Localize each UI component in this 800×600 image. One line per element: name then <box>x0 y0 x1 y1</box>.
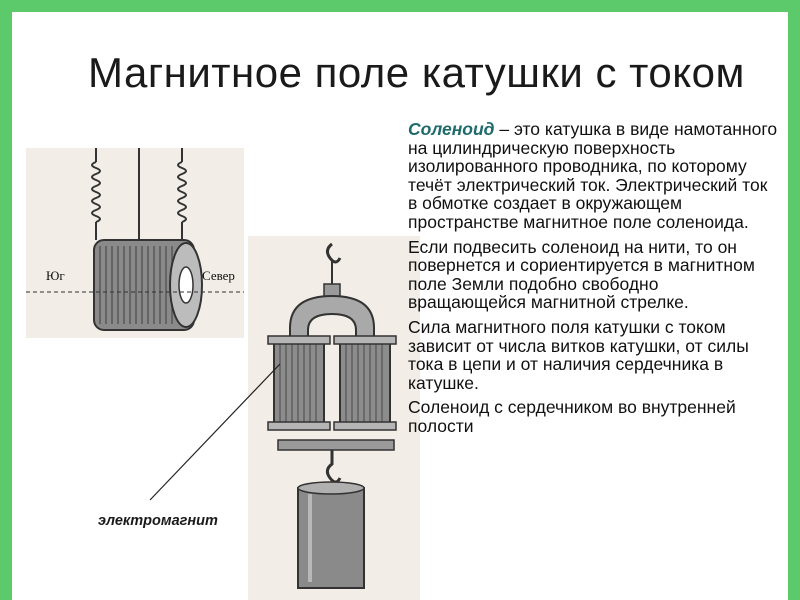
slide-title: Магнитное поле катушки с током <box>88 49 745 96</box>
south-label: Юг <box>46 268 65 283</box>
paragraph-core: Соленоид с сердечником во внутренней полости <box>408 397 736 436</box>
slide <box>12 12 788 600</box>
term-solenoid: Соленоид <box>408 119 495 139</box>
text-column <box>408 120 780 442</box>
paragraph-orientation: Если подвесить соленоид на нити, то он повернется и сориентируется в магнитном поле Земли подобно свободно вращающейся магнитной стрелке. <box>408 236 755 313</box>
electromagnet-caption: электромагнит <box>98 513 218 529</box>
paragraph-definition: Соленоид – это катушка в виде намотанного на цилиндрическую поверхность изолированного проводника, по которому течёт электрический ток. Электрический ток в обмотке создает в окружающем пространстве магнитное поле соленоида. <box>408 119 778 232</box>
north-label: Север <box>202 268 235 283</box>
paragraph-field-strength: Сила магнитного поля катушки с током зависит от числа витков катушки, от силы тока в цепи и от наличия сердечника в катушке. <box>408 316 749 393</box>
